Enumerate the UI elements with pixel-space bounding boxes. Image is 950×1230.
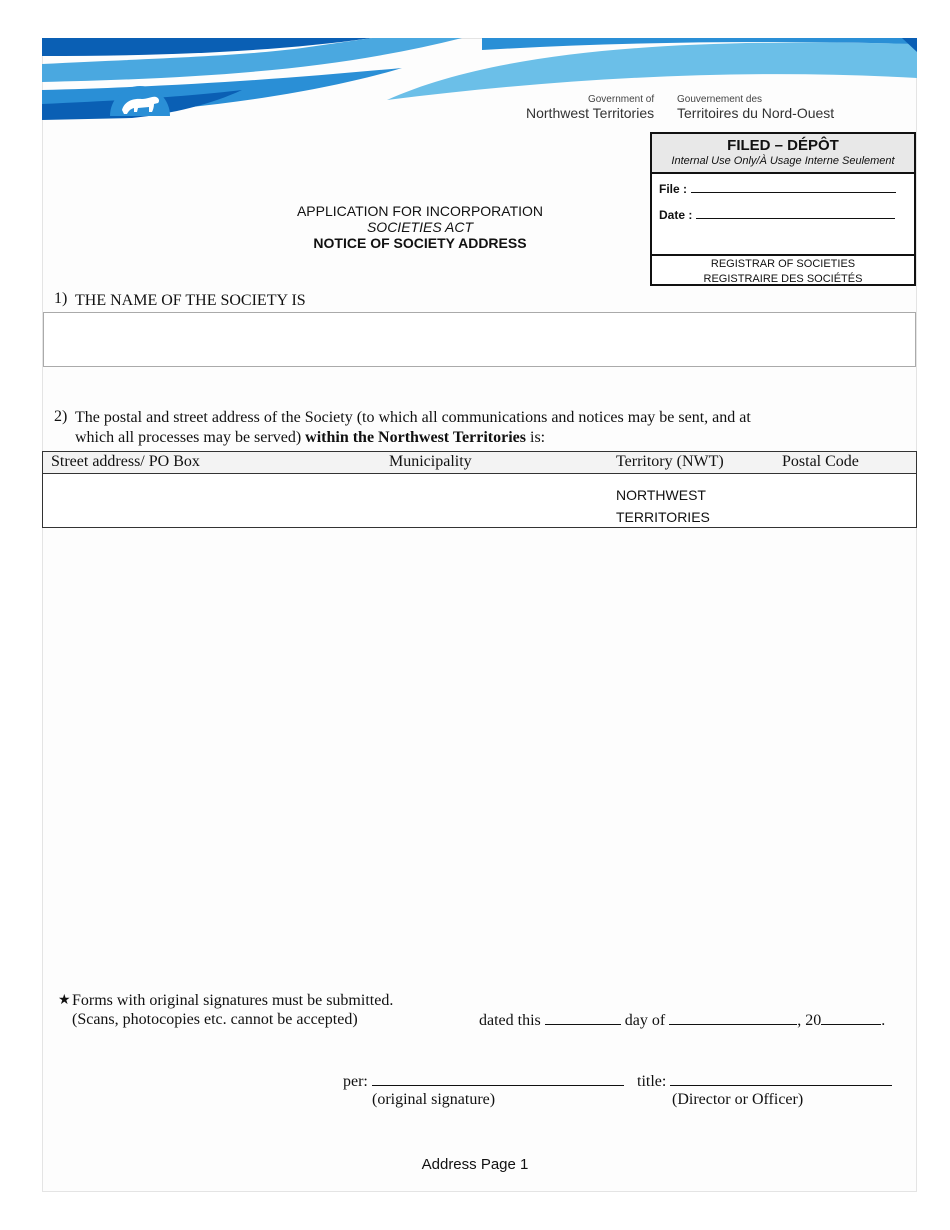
signature-note2: (Scans, photocopies etc. cannot be accepted) <box>72 1011 358 1028</box>
dated-line <box>479 1011 885 1030</box>
territory-line1: NORTHWEST <box>616 487 706 503</box>
month-input[interactable] <box>669 1011 797 1025</box>
registrar-fr: REGISTRAIRE DES SOCIÉTÉS <box>703 273 863 285</box>
form-title-act: SOCIETIES ACT <box>366 219 474 235</box>
address-table <box>42 451 917 528</box>
dated-label: dated this <box>479 1012 541 1029</box>
gov-fr-big: Territoires du Nord-Ouest <box>677 105 835 121</box>
period: . <box>881 1012 886 1029</box>
gov-fr-small: Gouvernement des <box>677 94 763 105</box>
territory-line2: TERRITORIES <box>616 509 710 525</box>
filed-box-header <box>652 134 914 174</box>
per-caption: (original signature) <box>372 1091 496 1108</box>
title-line <box>637 1072 892 1091</box>
per-line <box>343 1072 624 1091</box>
government-name-en <box>526 94 654 121</box>
page-footer: Address Page 1 <box>421 1156 529 1173</box>
day-input[interactable] <box>545 1011 621 1025</box>
government-name-fr <box>677 94 834 121</box>
year-prefix: , 20 <box>797 1012 822 1029</box>
q2-text-bold: within the Northwest Territories <box>305 429 526 446</box>
title-input[interactable] <box>670 1072 892 1086</box>
territory-value <box>616 484 710 528</box>
date-field[interactable] <box>659 208 895 222</box>
q2-text-b: which all processes may be served) <box>75 429 302 446</box>
col-municipality: Municipality <box>389 453 472 470</box>
q2-line1: The postal and street address of the Society (to which all communications and notices may be sent, and at <box>75 409 751 426</box>
signature-input[interactable] <box>372 1072 624 1086</box>
q1-number: 1) <box>54 290 68 307</box>
q2-text <box>75 408 915 448</box>
registrar-en: REGISTRAR OF SOCIETIES <box>710 258 856 270</box>
file-field[interactable] <box>659 182 896 196</box>
gov-en-big: Northwest Territories <box>526 105 655 121</box>
form-title-line1: APPLICATION FOR INCORPORATION <box>296 203 544 219</box>
title-label: title: <box>637 1073 667 1090</box>
col-street: Street address/ PO Box <box>51 453 200 470</box>
filed-title: FILED – DÉPÔT <box>727 137 839 154</box>
street-address-input[interactable] <box>43 474 373 527</box>
title-caption: (Director or Officer) <box>672 1091 804 1108</box>
gov-en-small: Government of <box>587 94 655 105</box>
q2-number: 2) <box>54 408 68 425</box>
municipality-input[interactable] <box>383 474 608 527</box>
date-label: Date : <box>659 208 693 222</box>
q1-label: THE NAME OF THE SOCIETY IS <box>75 292 306 309</box>
per-label: per: <box>343 1073 368 1090</box>
polar-bear-icon <box>108 70 172 120</box>
q2-text-c: is: <box>530 429 546 446</box>
q2-line2 <box>75 428 915 448</box>
society-name-input[interactable] <box>43 312 916 367</box>
form-title <box>260 203 580 251</box>
filed-subtitle: Internal Use Only/À Usage Interne Seulement <box>671 155 895 167</box>
form-title-notice: NOTICE OF SOCIETY ADDRESS <box>313 235 527 251</box>
year-input[interactable] <box>821 1011 881 1025</box>
filed-box <box>650 132 916 286</box>
file-label: File : <box>659 182 688 196</box>
signature-note1: Forms with original signatures must be submitted. <box>72 992 394 1009</box>
address-table-header <box>43 452 916 474</box>
star-icon: ★ <box>58 993 71 1008</box>
postal-code-input[interactable] <box>778 474 914 527</box>
day-of-label: day of <box>624 1012 666 1029</box>
col-territory: Territory (NWT) <box>616 453 724 470</box>
registrar-block <box>652 254 914 287</box>
col-postal-code: Postal Code <box>782 453 859 470</box>
